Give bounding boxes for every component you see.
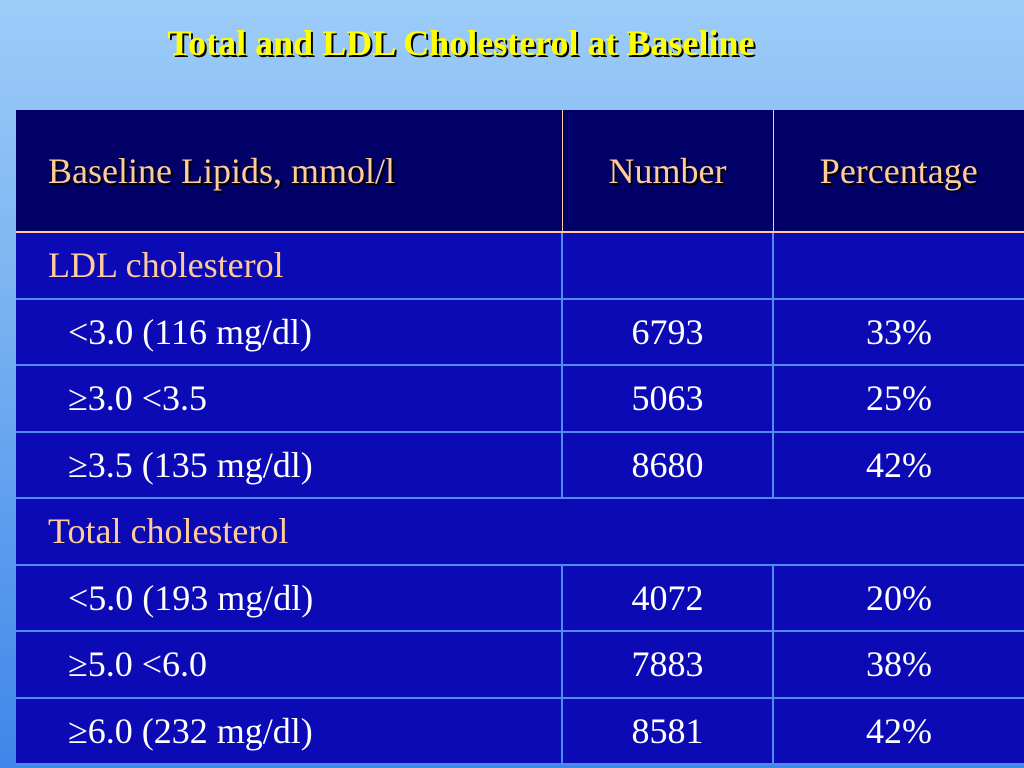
row-label: ≥3.5 (135 mg/dl) bbox=[16, 432, 562, 499]
header-baseline-lipids: Baseline Lipids, mmol/l bbox=[16, 110, 562, 232]
section-label-total: Total cholesterol bbox=[16, 498, 1024, 565]
table-row bbox=[16, 432, 1024, 499]
row-label: <3.0 (116 mg/dl) bbox=[16, 299, 562, 366]
row-number: 8581 bbox=[562, 698, 773, 765]
table-row bbox=[16, 698, 1024, 765]
row-label: ≥5.0 <6.0 bbox=[16, 631, 562, 698]
row-number: 4072 bbox=[562, 565, 773, 632]
table-row bbox=[16, 299, 1024, 366]
table-cell-empty bbox=[562, 232, 773, 299]
section-row-total bbox=[16, 498, 1024, 565]
row-label: ≥3.0 <3.5 bbox=[16, 365, 562, 432]
row-percentage: 38% bbox=[773, 631, 1024, 698]
cholesterol-table bbox=[16, 110, 1024, 765]
row-percentage: 25% bbox=[773, 365, 1024, 432]
row-number: 5063 bbox=[562, 365, 773, 432]
table-header-row bbox=[16, 110, 1024, 232]
row-number: 8680 bbox=[562, 432, 773, 499]
table-row bbox=[16, 365, 1024, 432]
table-row bbox=[16, 631, 1024, 698]
slide-title: Total and LDL Cholesterol at Baseline bbox=[167, 23, 755, 63]
row-label: <5.0 (193 mg/dl) bbox=[16, 565, 562, 632]
header-number: Number bbox=[562, 110, 773, 232]
row-percentage: 20% bbox=[773, 565, 1024, 632]
section-label-ldl: LDL cholesterol bbox=[16, 232, 562, 299]
row-percentage: 33% bbox=[773, 299, 1024, 366]
row-percentage: 42% bbox=[773, 698, 1024, 765]
section-row-ldl bbox=[16, 232, 1024, 299]
row-number: 6793 bbox=[562, 299, 773, 366]
header-percentage: Percentage bbox=[773, 110, 1024, 232]
row-percentage: 42% bbox=[773, 432, 1024, 499]
table-row bbox=[16, 565, 1024, 632]
table-cell-empty bbox=[773, 232, 1024, 299]
row-label: ≥6.0 (232 mg/dl) bbox=[16, 698, 562, 765]
row-number: 7883 bbox=[562, 631, 773, 698]
